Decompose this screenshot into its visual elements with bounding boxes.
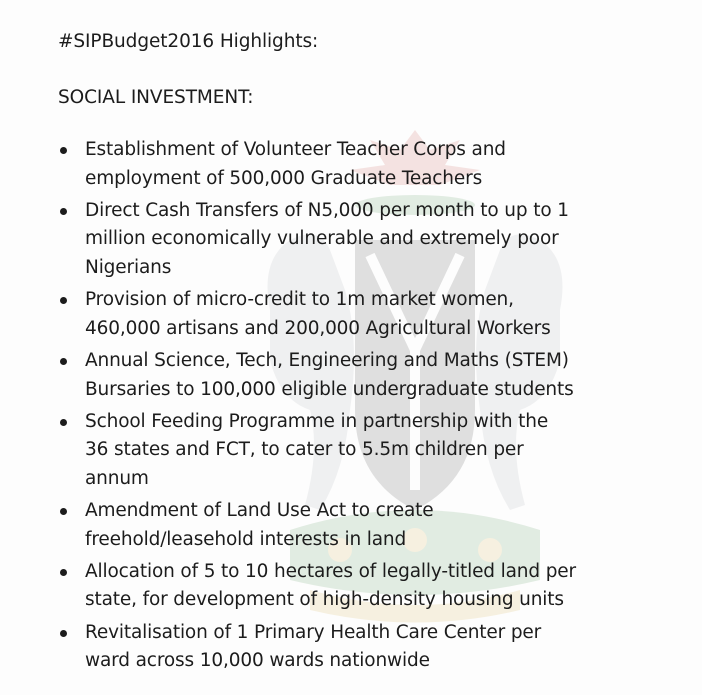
section-title: SOCIAL INVESTMENT:	[58, 87, 254, 108]
list-item-line: freehold/leasehold interests in land	[85, 528, 407, 550]
bullet-icon	[60, 208, 67, 215]
list-item-line: Annual Science, Tech, Engineering and Maths (STEM)	[85, 349, 569, 371]
list-item-line: million economically vulnerable and extremely poor	[85, 228, 559, 250]
list-item-line: Bursaries to 100,000 eligible undergraduate students	[85, 378, 574, 400]
list-item-line: 460,000 artisans and 200,000 Agricultural Workers	[85, 317, 551, 339]
bullet-icon	[60, 147, 67, 154]
list-item	[58, 619, 678, 676]
post-text	[58, 28, 678, 679]
highlights-list	[58, 136, 678, 676]
list-item-line: annum	[85, 467, 149, 489]
list-item	[58, 497, 678, 554]
list-item-line: Allocation of 5 to 10 hectares of legally-titled land per	[85, 560, 576, 582]
list-item	[58, 558, 678, 615]
list-item	[58, 197, 678, 283]
list-item-line: 36 states and FCT, to cater to 5.5m children per	[85, 439, 524, 461]
list-item-line: Provision of micro-credit to 1m market women,	[85, 289, 514, 311]
list-item	[58, 286, 678, 343]
bullet-icon	[60, 630, 67, 637]
list-item-line: ward across 10,000 wards nationwide	[85, 650, 430, 672]
list-item-line: Establishment of Volunteer Teacher Corps and	[85, 139, 506, 160]
bullet-icon	[60, 297, 67, 304]
list-item-line: Amendment of Land Use Act to create	[85, 500, 434, 522]
list-item	[58, 136, 678, 193]
list-item-line: Nigerians	[85, 256, 172, 278]
list-item	[58, 408, 678, 494]
bullet-icon	[60, 569, 67, 576]
list-item-line: Revitalisation of 1 Primary Health Care Center per	[85, 621, 542, 643]
bullet-icon	[60, 419, 67, 426]
list-item-line: Direct Cash Transfers of N5,000 per month to up to 1	[85, 199, 569, 221]
bullet-icon	[60, 508, 67, 515]
list-item-line: state, for development of high-density housing units	[85, 589, 564, 611]
list-item	[58, 347, 678, 404]
bullet-icon	[60, 358, 67, 365]
list-item-line: School Feeding Programme in partnership with the	[85, 410, 549, 432]
post-heading: #SIPBudget2016 Highlights:	[58, 31, 319, 52]
list-item-line: employment of 500,000 Graduate Teachers	[85, 167, 483, 189]
